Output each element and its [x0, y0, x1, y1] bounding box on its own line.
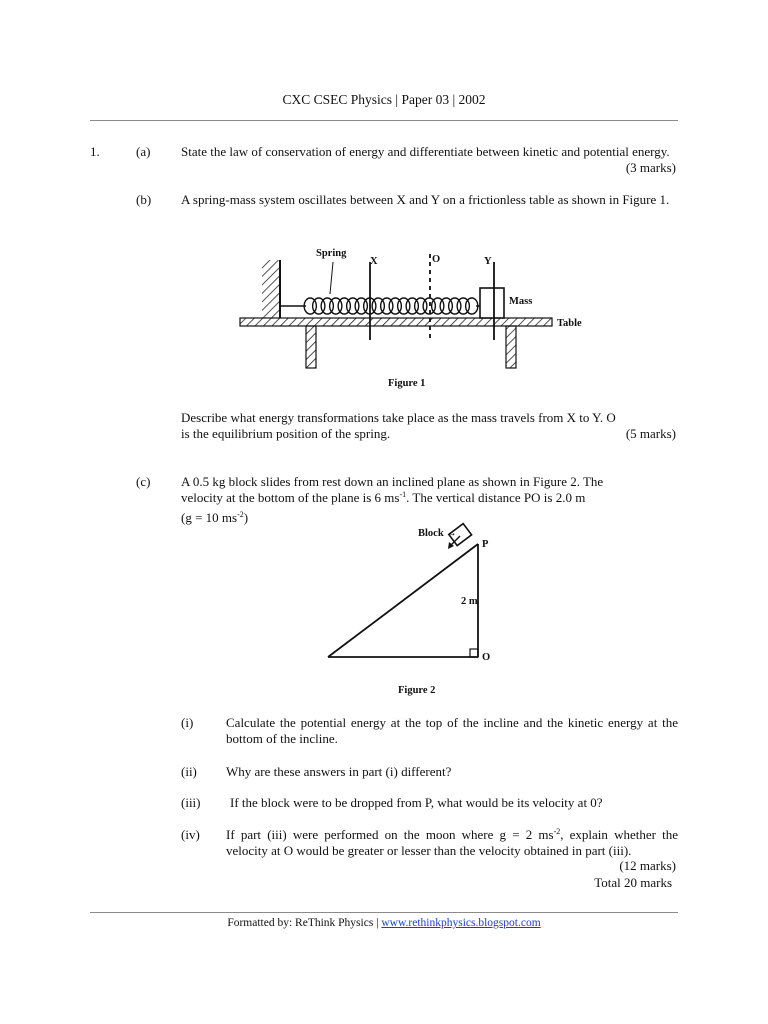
p-label: P: [482, 539, 489, 550]
wall-hatching: [262, 260, 280, 318]
figure-1-spring-mass-diagram: [230, 240, 590, 395]
x-label: X: [370, 256, 378, 267]
subpart-iii-label: (iii): [181, 795, 201, 810]
part-a-text: State the law of conservation of energy and differentiate between kinetic and potential energy.: [181, 144, 670, 159]
total-marks: Total 20 marks: [594, 875, 672, 890]
figure-1-caption: Figure 1: [388, 378, 426, 389]
o-label: O: [432, 254, 441, 265]
spring-label: Spring: [316, 248, 347, 259]
mass-block: [480, 288, 504, 318]
part-c-gravity: [181, 510, 248, 526]
footer: [0, 917, 768, 929]
part-b-describe-line2: is the equilibrium position of the spring.: [181, 426, 391, 441]
part-c-marks: (12 marks): [619, 858, 676, 873]
footer-rule: [90, 912, 678, 913]
gravity-pre: (g = 10 ms: [181, 510, 238, 525]
subpart-ii-text: Why are these answers in part (i) different?: [226, 764, 452, 779]
o-point-label: O: [482, 652, 491, 663]
subpart-iv-label: (iv): [181, 827, 200, 842]
spring-label-leader: [330, 262, 333, 294]
figure-2-caption: Figure 2: [398, 685, 436, 696]
subpart-iv-post: , explain whether the velocity at O would be greater or lesser than the velocity obtained in part (iii).: [226, 827, 679, 858]
subpart-i-text: Calculate the potential energy at the top of the incline and the kinetic energy at the bottom of the incline.: [226, 715, 678, 746]
table-leg-right: [506, 326, 516, 368]
part-c-label: (c): [136, 474, 151, 489]
y-label: Y: [484, 256, 492, 267]
page-header-title: CXC CSEC Physics | Paper 03 | 2002: [282, 92, 486, 107]
subpart-iii-text: If the block were to be dropped from P, what would be its velocity at 0?: [230, 795, 603, 810]
right-angle-marker: [470, 649, 478, 657]
subpart-iv-pre: If part (iii) were performed on the moon where g = 2 ms: [226, 827, 554, 842]
part-a-marks: (3 marks): [625, 160, 676, 175]
part-c-line2-post: . The vertical distance PO is 2.0 m: [406, 490, 586, 505]
gravity-post: ): [243, 510, 249, 525]
table-label: Table: [557, 318, 582, 329]
part-c-line1: A 0.5 kg block slides from rest down an inclined plane as shown in Figure 2. The: [181, 474, 604, 489]
mass-label: Mass: [509, 296, 533, 307]
table-top: [240, 318, 552, 326]
part-b-marks: (5 marks): [625, 426, 676, 441]
header-rule: [90, 120, 678, 121]
subpart-i-label: (i): [181, 715, 194, 730]
height-label: 2 m: [461, 596, 478, 607]
incline-slope: [328, 544, 478, 657]
part-c-line2: [181, 490, 678, 506]
part-a-label: (a): [136, 144, 151, 159]
block-label: Block →: [418, 528, 457, 539]
question-number: 1.: [90, 144, 100, 159]
footer-prefix: Formatted by: ReThink Physics |: [227, 917, 382, 929]
part-c-line2-pre: velocity at the bottom of the plane is 6 ms: [181, 490, 400, 505]
subpart-iv-sup: -2: [553, 827, 561, 836]
part-b-label: (b): [136, 192, 152, 207]
figure-2-incline-diagram: [310, 522, 510, 700]
table-leg-left: [306, 326, 316, 368]
gravity-sup: -2: [237, 510, 244, 519]
part-b-text: A spring-mass system oscillates between X and Y on a frictionless table as shown in Figure 1.: [181, 192, 670, 207]
subpart-iv-text: [226, 827, 678, 859]
part-c-line2-sup: -1: [399, 490, 407, 499]
subpart-ii-label: (ii): [181, 764, 197, 779]
part-b-describe-line1: Describe what energy transformations take place as the mass travels from X to Y. O: [181, 410, 616, 425]
spring-coils: [304, 298, 478, 314]
footer-link[interactable]: www.rethinkphysics.blogspot.com: [381, 917, 541, 929]
